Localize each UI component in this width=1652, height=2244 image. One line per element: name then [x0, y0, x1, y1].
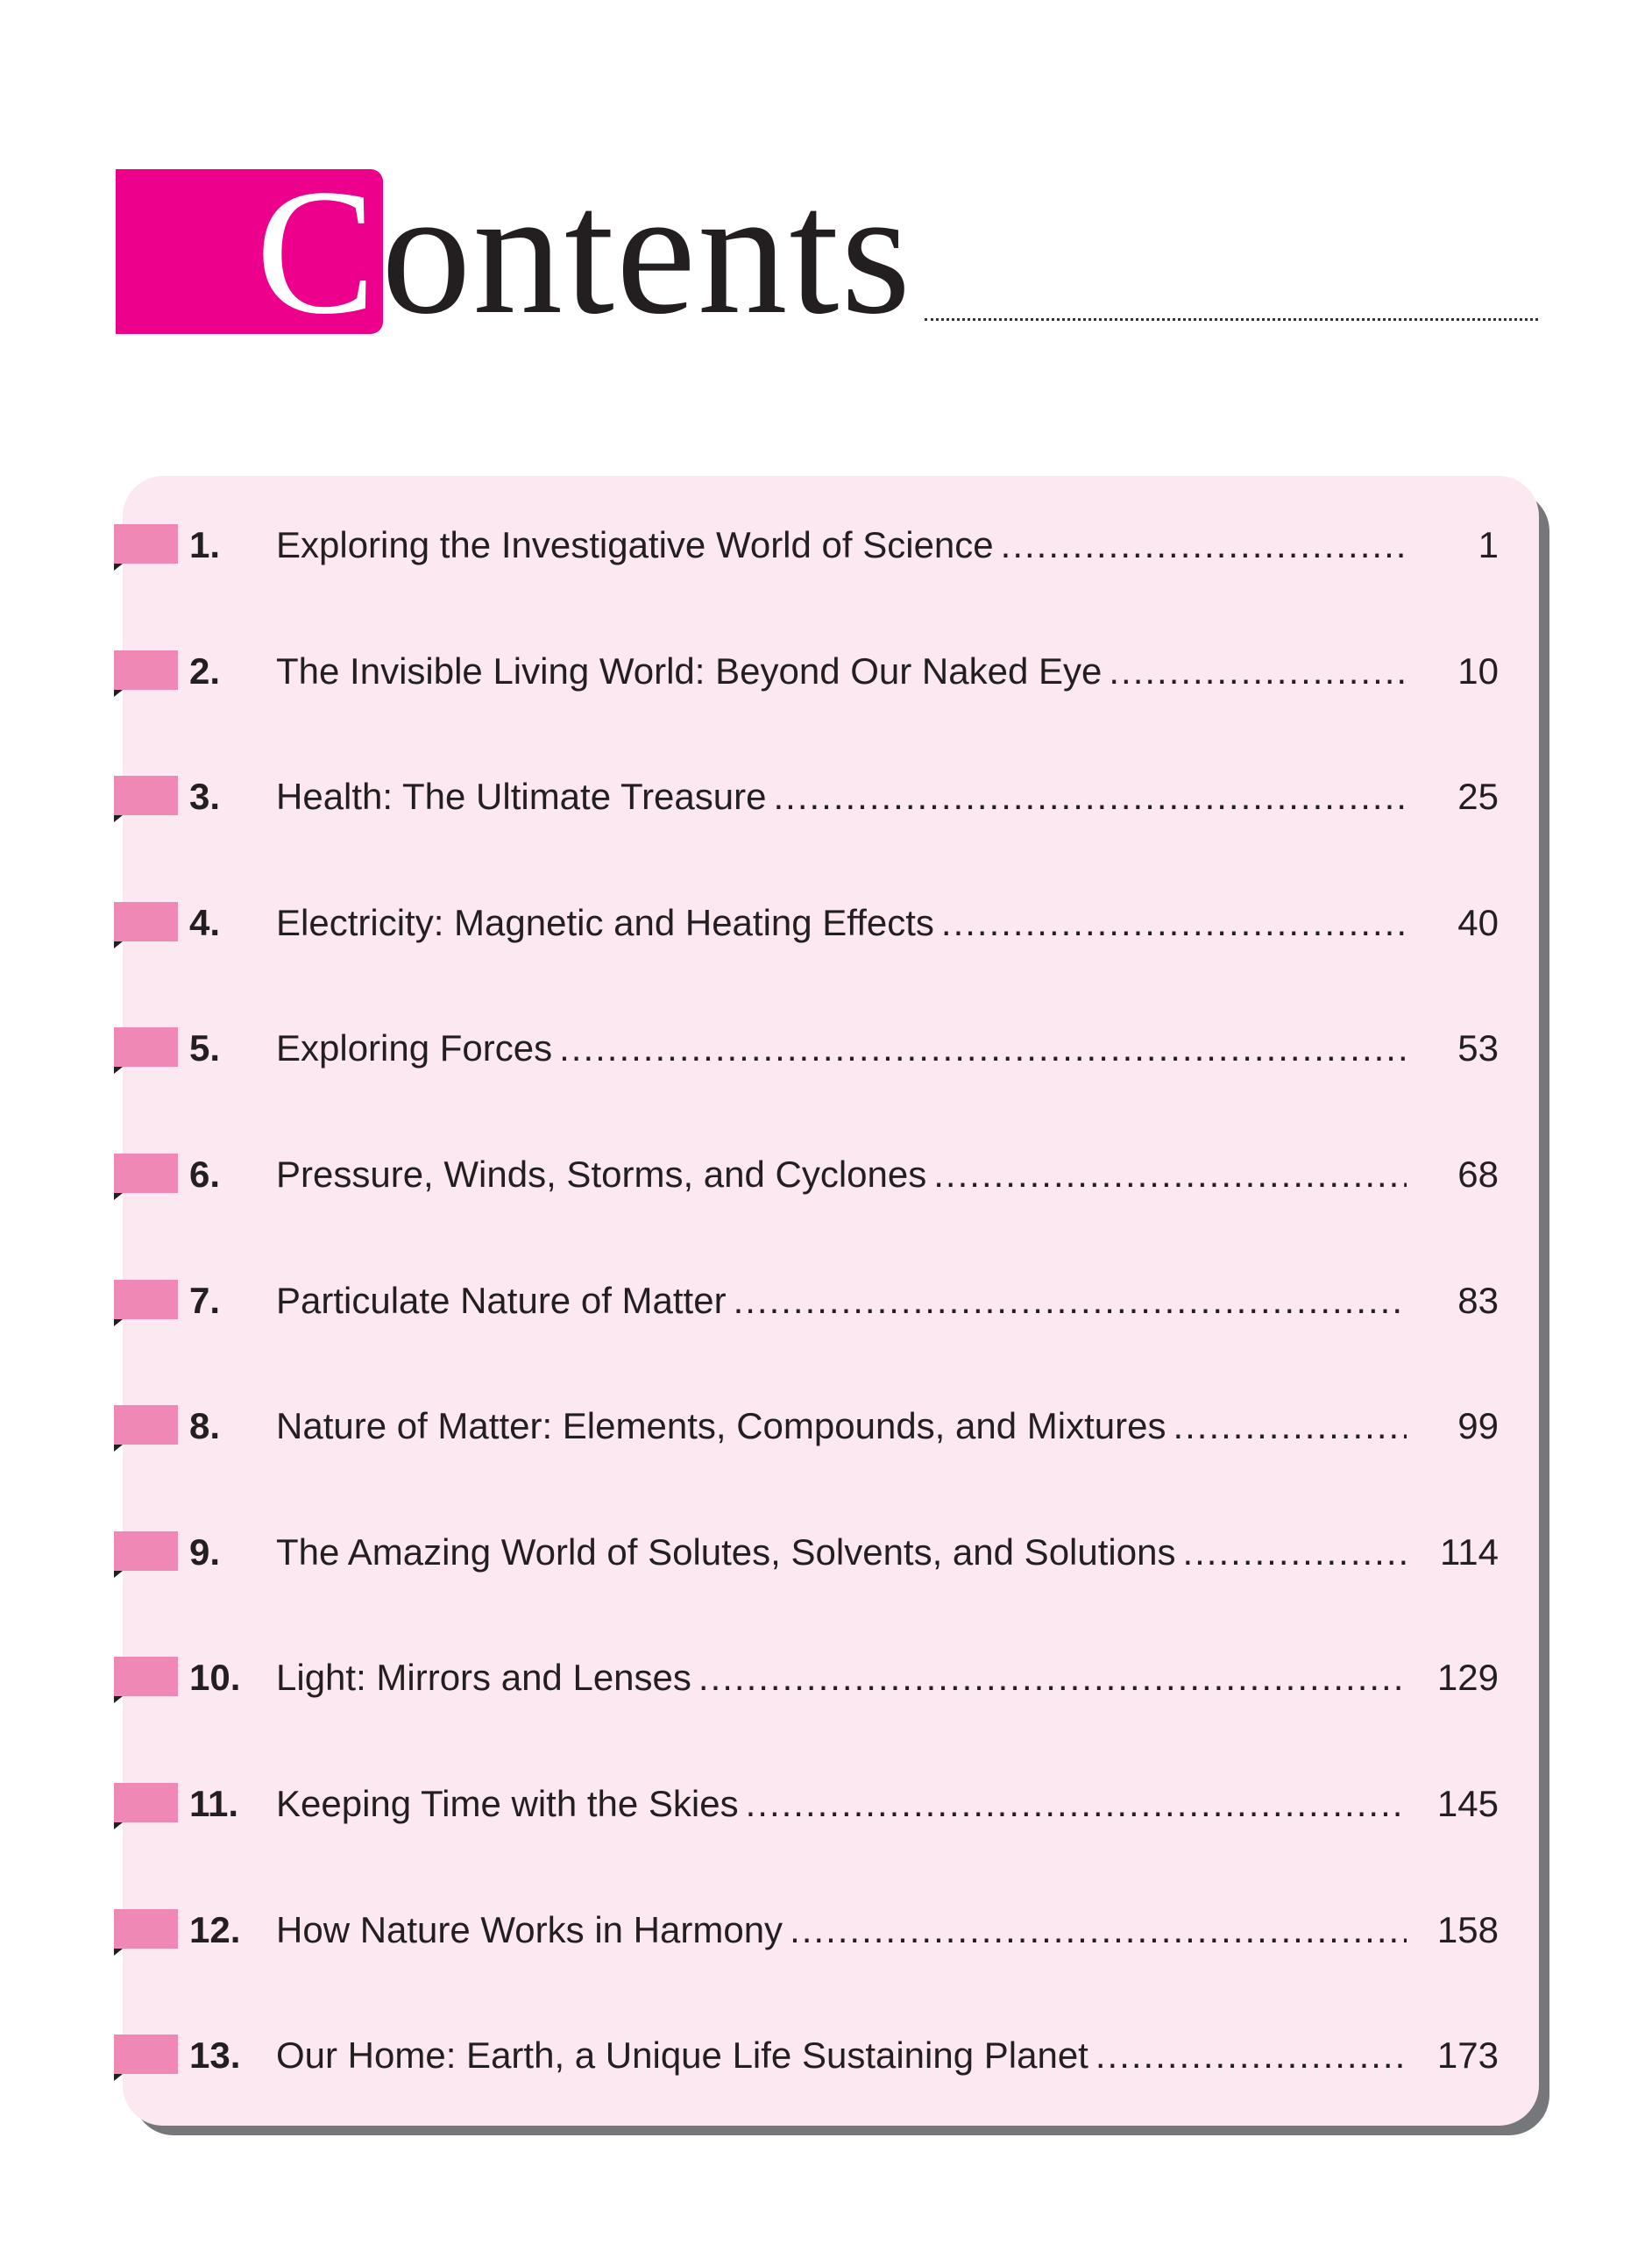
chapter-title-line: [276, 902, 1407, 944]
chapter-number: 6.: [189, 1154, 221, 1195]
bookmark-tab-icon: [114, 1909, 178, 1949]
page-number: 10: [1457, 650, 1499, 692]
dot-leader: [1001, 524, 1407, 566]
tab-fold-icon: [114, 1445, 123, 1452]
tab-fold-icon: [114, 941, 123, 948]
bookmark-tab-icon: [114, 1531, 178, 1571]
page-number: 83: [1457, 1279, 1499, 1321]
page-number: 53: [1457, 1027, 1499, 1069]
toc-entry[interactable]: [0, 2035, 1652, 2087]
chapter-number: 2.: [189, 650, 221, 692]
toc-entry[interactable]: [0, 776, 1652, 828]
toc-entry[interactable]: [0, 1405, 1652, 1458]
toc-entry[interactable]: [0, 902, 1652, 955]
dot-leader: [1173, 1405, 1407, 1447]
dot-leader: [790, 1909, 1407, 1951]
dot-leader: [1109, 650, 1407, 692]
bookmark-tab-icon: [114, 1657, 178, 1696]
chapter-title: Particulate Nature of Matter: [276, 1279, 727, 1321]
tab-fold-icon: [114, 1822, 123, 1829]
toc-entry[interactable]: [0, 1909, 1652, 1962]
chapter-number: 13.: [189, 2035, 241, 2077]
dot-leader: [941, 902, 1407, 944]
chapter-title: How Nature Works in Harmony: [276, 1908, 783, 1950]
chapter-title: The Amazing World of Solutes, Solvents, and Solutions: [276, 1530, 1176, 1573]
chapter-number: 8.: [189, 1405, 221, 1447]
dot-leader: [1182, 1531, 1407, 1573]
toc-entry[interactable]: [0, 1280, 1652, 1332]
chapter-title: Our Home: Earth, a Unique Life Sustaining Planet: [276, 2035, 1088, 2077]
chapter-title-line: [276, 1280, 1407, 1322]
dot-leader: [746, 1783, 1407, 1825]
toc-entry[interactable]: [0, 524, 1652, 577]
chapter-number: 7.: [189, 1279, 221, 1321]
dot-leader: [559, 1027, 1407, 1069]
chapter-title-line: [276, 776, 1407, 818]
bookmark-tab-icon: [114, 650, 178, 690]
chapter-title: Pressure, Winds, Storms, and Cyclones: [276, 1154, 927, 1195]
tab-fold-icon: [114, 1067, 123, 1074]
chapter-title: Exploring Forces: [276, 1027, 553, 1069]
tab-fold-icon: [114, 564, 123, 571]
page-number: 173: [1436, 2035, 1499, 2077]
bookmark-tab-icon: [114, 2035, 178, 2074]
dot-leader: [734, 1280, 1407, 1322]
page-number: 114: [1440, 1530, 1499, 1573]
chapter-title: Exploring the Investigative World of Science: [276, 524, 994, 565]
bookmark-tab-icon: [114, 902, 178, 941]
dot-leader: [698, 1657, 1407, 1699]
chapter-number: 1.: [189, 524, 221, 565]
chapter-number: 11.: [189, 1783, 239, 1824]
chapter-title-line: [276, 2035, 1407, 2077]
bookmark-tab-icon: [114, 1027, 178, 1067]
bookmark-tab-icon: [114, 1280, 178, 1319]
tab-fold-icon: [114, 690, 123, 697]
bookmark-tab-icon: [114, 776, 178, 815]
page-number: 145: [1436, 1783, 1499, 1824]
chapter-title-line: [276, 1405, 1407, 1447]
page-number: 40: [1457, 901, 1499, 943]
toc-entry[interactable]: [0, 1657, 1652, 1709]
chapter-title-line: [276, 1027, 1407, 1069]
tab-fold-icon: [114, 815, 123, 822]
tab-fold-icon: [114, 2074, 123, 2081]
chapter-title: The Invisible Living World: Beyond Our Naked Eye: [276, 650, 1103, 692]
tab-fold-icon: [114, 1949, 123, 1956]
page-number: 129: [1436, 1657, 1499, 1699]
page-number: 1: [1478, 524, 1499, 565]
tab-fold-icon: [114, 1319, 123, 1326]
toc-entry[interactable]: [0, 1154, 1652, 1206]
tab-fold-icon: [114, 1696, 123, 1703]
page-title-initial: C: [256, 153, 376, 352]
toc-entry[interactable]: [0, 1027, 1652, 1080]
toc-entry[interactable]: [0, 1783, 1652, 1836]
chapter-number: 5.: [189, 1027, 221, 1069]
chapter-title-line: [276, 524, 1407, 566]
chapter-number: 4.: [189, 901, 221, 943]
chapter-number: 10.: [189, 1657, 241, 1699]
chapter-title-line: [276, 1783, 1407, 1825]
dot-leader: [933, 1154, 1407, 1196]
chapter-title-line: [276, 1531, 1407, 1573]
toc-entry[interactable]: [0, 650, 1652, 703]
chapter-title: Light: Mirrors and Lenses: [276, 1657, 691, 1699]
page-number: 68: [1457, 1154, 1499, 1195]
chapter-title: Health: The Ultimate Treasure: [276, 776, 767, 818]
chapter-title: Nature of Matter: Elements, Compounds, and Mixtures: [276, 1405, 1166, 1447]
toc-entry[interactable]: [0, 1531, 1652, 1584]
page-title: ontents: [381, 153, 913, 352]
tab-fold-icon: [114, 1193, 123, 1200]
chapter-title: Electricity: Magnetic and Heating Effects: [276, 901, 934, 943]
page-number: 25: [1457, 776, 1499, 818]
chapter-title-line: [276, 1154, 1407, 1196]
bookmark-tab-icon: [114, 1405, 178, 1445]
chapter-title-line: [276, 1909, 1407, 1951]
page-number: 99: [1457, 1405, 1499, 1447]
bookmark-tab-icon: [114, 1783, 178, 1822]
tab-fold-icon: [114, 1571, 123, 1578]
chapter-number: 12.: [189, 1908, 241, 1950]
chapter-title-line: [276, 1657, 1407, 1699]
dot-leader: [773, 776, 1407, 818]
page-number: 158: [1436, 1908, 1499, 1950]
title-dotted-rule: [925, 318, 1538, 321]
chapter-number: 9.: [189, 1530, 221, 1573]
chapter-title-line: [276, 650, 1407, 692]
dot-leader: [1095, 2035, 1407, 2077]
chapter-number: 3.: [189, 776, 221, 818]
chapter-title: Keeping Time with the Skies: [276, 1783, 739, 1824]
bookmark-tab-icon: [114, 1154, 178, 1193]
bookmark-tab-icon: [114, 524, 178, 564]
